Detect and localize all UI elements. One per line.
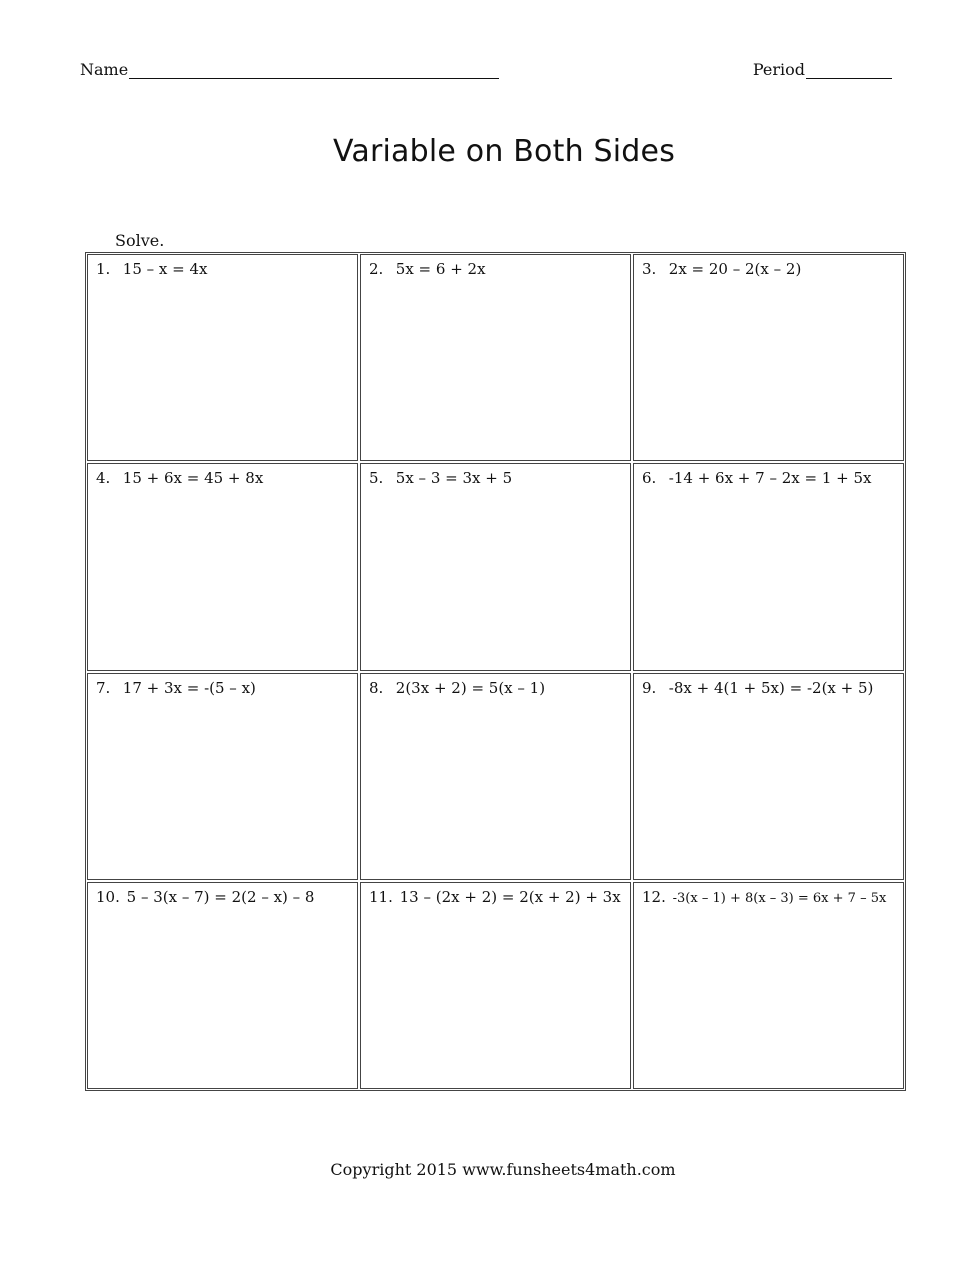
- problem-equation: 5 – 3(x – 7) = 2(2 – x) – 8: [126, 887, 315, 906]
- problem-number: 8.: [369, 678, 384, 697]
- period-blank-line[interactable]: [806, 62, 892, 79]
- problem-equation: 15 + 6x = 45 + 8x: [122, 469, 264, 488]
- instructions: Solve.: [115, 231, 165, 250]
- problem-cell[interactable]: [87, 463, 358, 670]
- problem-number: 1.: [96, 260, 111, 278]
- name-blank-line[interactable]: [129, 62, 499, 79]
- problem-cell[interactable]: [360, 254, 631, 461]
- problem-cell[interactable]: [87, 254, 358, 461]
- problem-equation: 5x – 3 = 3x + 5: [395, 469, 513, 488]
- worksheet-title: Variable on Both Sides: [332, 134, 676, 169]
- name-field[interactable]: [80, 60, 499, 79]
- problem-equation: 5x = 6 + 2x: [395, 260, 486, 278]
- problem-number: 10.: [96, 887, 120, 906]
- problem-number: 3.: [642, 260, 657, 278]
- name-label: Name: [80, 60, 129, 79]
- problem-cell[interactable]: [633, 463, 904, 670]
- problem-number: 7.: [96, 678, 111, 697]
- problem-equation: -8x + 4(1 + 5x) = -2(x + 5): [668, 678, 874, 697]
- problem-number: 5.: [369, 469, 384, 488]
- problem-equation: 13 – (2x + 2) = 2(x + 2) + 3x: [399, 887, 621, 906]
- problem-cell[interactable]: [633, 882, 904, 1089]
- problem-cell[interactable]: [360, 463, 631, 670]
- problem-cell[interactable]: [87, 673, 358, 880]
- problem-number: 6.: [642, 469, 657, 488]
- problem-cell[interactable]: [633, 254, 904, 461]
- problem-number: 2.: [369, 260, 384, 278]
- problem-grid: [85, 252, 906, 1091]
- period-label: Period: [752, 60, 805, 79]
- problem-equation: -3(x – 1) + 8(x – 3) = 6x + 7 – 5x: [672, 890, 887, 906]
- problem-cell[interactable]: [87, 882, 358, 1089]
- problem-equation: 2(3x + 2) = 5(x – 1): [395, 678, 546, 697]
- problem-number: 9.: [642, 678, 657, 697]
- problem-number: 12.: [642, 887, 666, 906]
- problem-cell[interactable]: [633, 673, 904, 880]
- problem-cell[interactable]: [360, 882, 631, 1089]
- period-field[interactable]: [753, 60, 892, 79]
- problem-cell[interactable]: [360, 673, 631, 880]
- copyright-footer: Copyright 2015 www.funsheets4math.com: [330, 1160, 676, 1179]
- problem-equation: -14 + 6x + 7 – 2x = 1 + 5x: [668, 469, 872, 488]
- problem-equation: 17 + 3x = -(5 – x): [122, 678, 256, 697]
- header-row: [80, 60, 892, 84]
- problem-number: 4.: [96, 469, 111, 488]
- problem-equation: 2x = 20 – 2(x – 2): [668, 260, 802, 278]
- problem-equation: 15 – x = 4x: [122, 260, 208, 278]
- problem-number: 11.: [369, 887, 393, 906]
